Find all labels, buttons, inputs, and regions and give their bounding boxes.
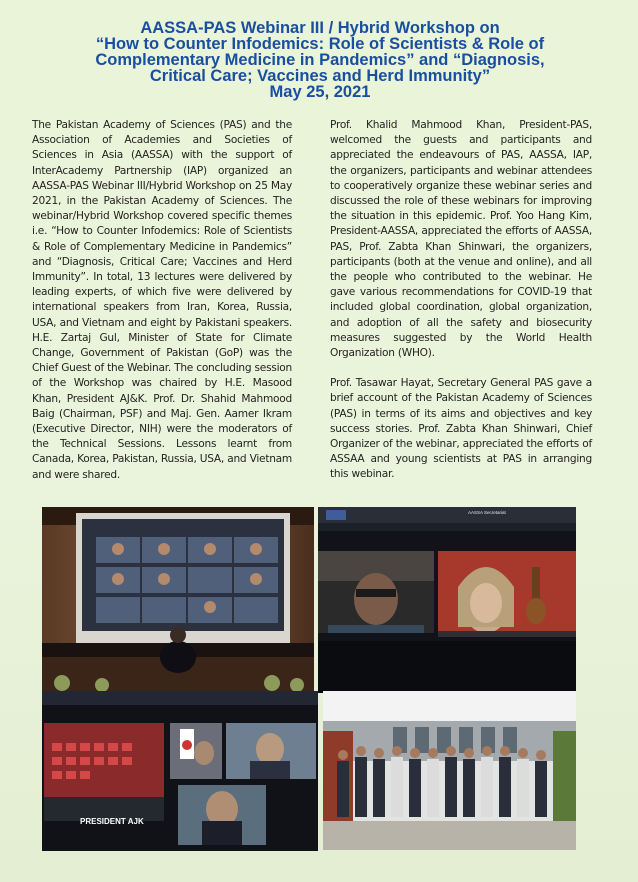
photo-auditorium-screen	[42, 507, 314, 691]
video-call-illustration	[318, 507, 576, 693]
page-title	[40, 20, 600, 100]
photo-conference-screen	[42, 691, 318, 851]
body-column-right	[330, 118, 592, 498]
title-line-4: Critical Care; Vaccines and Herd Immunity”	[149, 67, 491, 85]
photo-video-call	[318, 507, 576, 693]
right-paragraph-2: Prof. Tasawar Hayat, Secretary General PAS gave a brief account of the Pakistan Academy of Sciences (PAS) in terms of its aims and objectives and key success stories. Prof. Zabta Khan Shinwari, Chief Organizer of the webinar, appreciated the efforts of ASSAA and young scientists at PAS in arranging this webinar.	[330, 377, 592, 481]
photo-group	[323, 691, 576, 850]
right-paragraph-1: Prof. Khalid Mahmood Khan, President-PAS, welcomed the guests and participants and appreciated the endeavours of PAS, AASSA, IAP, the organizers, participants and webinar attendees to cooperatively organize these webinar series and discussed the role of these webinars for improving the situation in this epidemic. Prof. Yoo Hang Kim, President-AASSA, appreciated the efforts of AASSA, PAS, Prof. Zabta Khan Shinwari, the organizers, participants (both at the venue and online), and all the people who contributed to the webinar. He gave various recommendations for COVID-19 that included global coordination, global organization, and adoption of all the safety and biosecurity measures suggested by the World Health Organization (WHO).	[330, 119, 592, 360]
body-column-left	[32, 118, 292, 498]
left-paragraph: The Pakistan Academy of Sciences (PAS) and the Association of Academies and Societies of Sciences in Asia (AASSA) with the support of InterAcademy Partnership (IAP) organized an AASSA-PAS Webinar III/Hybrid Workshop on 25 May 2021, in the Pakistan Academy of Sciences. The webinar/Hybrid Workshop covered specific themes i.e. “How to Counter Infodemics: Role of Scientists & Role of Complementary Medicine in Pandemics” and “Diagnosis, Critical Care; Vaccines and Herd Immunity”. In total, 13 lectures were delivered by leading experts, of which five were delivered by international speakers from Iran, Korea, Russia, USA, and Vietnam and eight by Pakistani speakers. H.E. Zartaj Gul, Minister of State for Climate Change, Government of Pakistan (GoP) was the Chief Guest of the Webinar. The concluding session of the Workshop was chaired by H.E. Masood Khan, President AJ&K. Prof. Dr. Shahid Mahmood Baig (Chairman, PSF) and Maj. Gen. Aamer Ikram (Executive Director, NIH) were the moderators of the Technical Sessions. Lessons learnt from Canada, Korea, Pakistan, Russia, USA, and Vietnam and were shared.	[32, 119, 292, 481]
caption-president-ajk: PRESIDENT AJK	[80, 817, 144, 826]
title-line-1: AASSA-PAS Webinar III / Hybrid Workshop on	[140, 19, 500, 37]
auditorium-illustration	[42, 507, 314, 691]
group-photo-illustration	[323, 691, 576, 850]
title-line-3: Complementary Medicine in Pandemics” and “Diagnosis,	[95, 51, 545, 69]
call-header-text: AASSA Secretariat	[468, 510, 506, 515]
title-line-2: “How to Counter Infodemics: Role of Scientists & Role of	[95, 35, 545, 53]
conference-illustration	[42, 691, 318, 851]
title-date: May 25, 2021	[269, 83, 371, 101]
